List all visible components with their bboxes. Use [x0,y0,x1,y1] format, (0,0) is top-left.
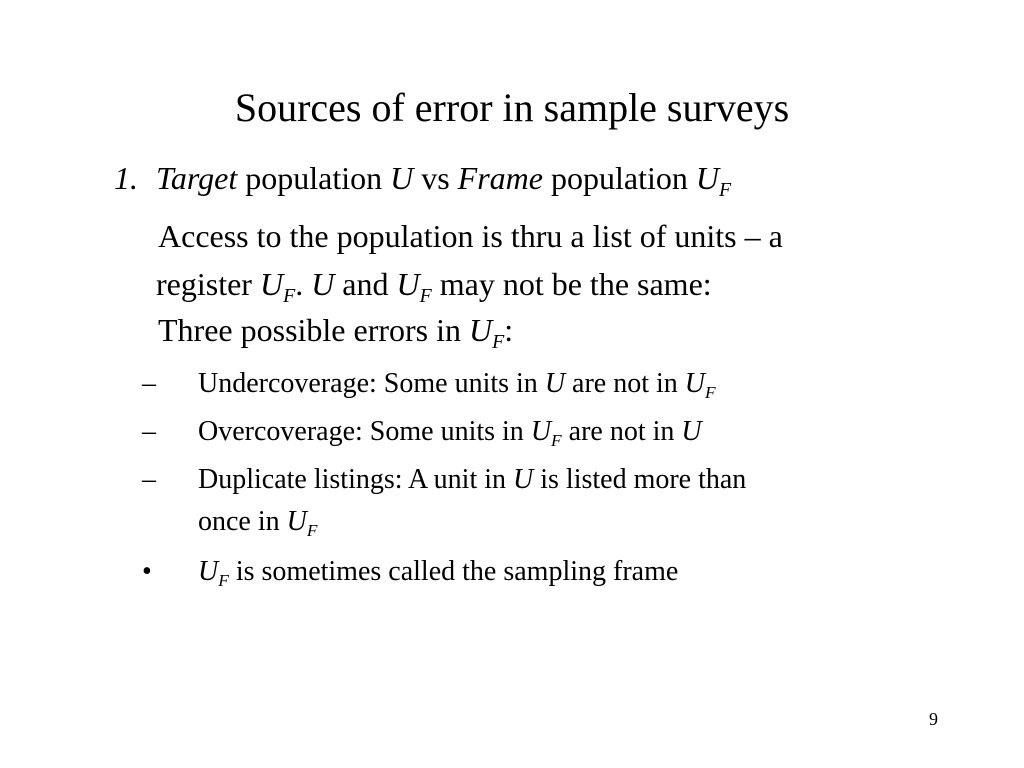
symbol-u: U [390,160,414,196]
heading-text: population [550,160,688,196]
dash-marker: – [142,416,156,447]
paragraph-line-1: Access to the population is thru a list of units – a [158,218,783,254]
symbol-u: U [311,266,335,302]
sub-item-overcoverage: Overcoverage: Some units in $U_F$ are not in U [198,416,702,451]
heading-text: vs [421,160,450,196]
symbol-uf: $U_F$ [695,160,732,201]
paragraph-line-3: Three possible errors in $U_F$: [158,312,514,353]
slide-title: Sources of error in sample surveys [234,85,790,130]
bullet-sampling-frame: $U_F$ is sometimes called the sampling frame [198,556,679,591]
symbol-uf: $U_F$ [286,506,318,541]
dash-marker: – [142,368,156,399]
dash-marker: – [142,464,156,495]
symbol-uf: $U_F$ [684,368,716,403]
symbol-uf: $U_F$ [396,266,432,307]
symbol-u: U [513,464,534,495]
item1-heading [156,158,732,201]
paragraph-line-2: register $U_F$. U and $U_F$ may not be the same: [156,266,712,307]
bullet-marker: • [142,556,152,587]
sub-item-undercoverage: Undercoverage: Some units in U are not in $U_F$ [198,368,716,403]
symbol-u: U [681,416,702,447]
frame-term: Frame [457,160,543,196]
target-term: Target [156,160,238,196]
symbol-uf: $U_F$ [198,556,229,591]
symbol-uf: $U_F$ [469,312,505,353]
page-number: 9 [929,709,938,729]
heading-text: population [245,160,383,196]
symbol-uf: $U_F$ [530,416,562,451]
sub-item-duplicate-listings: Duplicate listings: A unit in U is listed more than [198,464,747,495]
symbol-uf: $U_F$ [259,266,296,307]
symbol-u: U [544,368,566,399]
sub-item-duplicate-listings-line-2: once in $U_F$ [198,506,318,541]
item-number: 1. [114,160,138,196]
